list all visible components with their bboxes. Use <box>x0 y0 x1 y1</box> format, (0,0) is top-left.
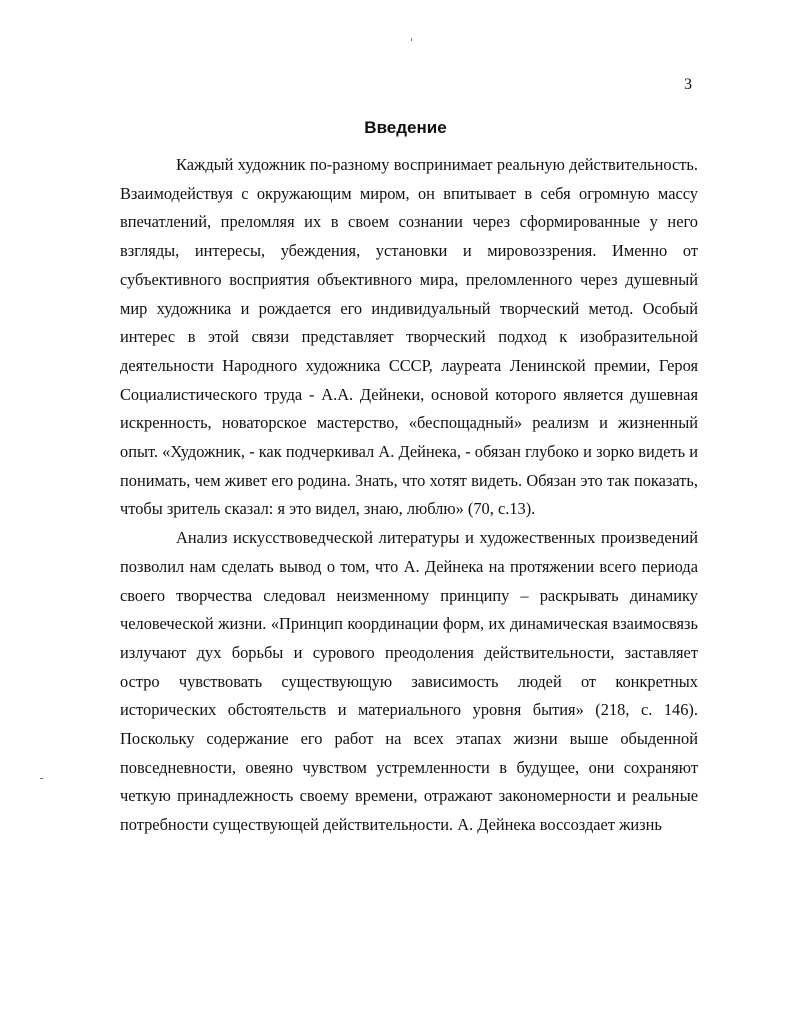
paragraph: Каждый художник по-разному воспринимает реальную действительность. Взаимодействуя с окружающим миром, он впитывает в себя огромную массу впечатлений, преломляя их в своем сознании через сформированные у него взгляды, интересы, убеждения, установки и мировоззрения. Именно от субъективного восприятия объективного мира, преломленного через душевный мир художника и рождается его индивидуальный творческий метод. Особый интерес в этой связи представляет творческий подход к изобразительной деятельности Народного художника СССР, лауреата Ленинской премии, Героя Социалистического труда - А.А. Дейнеки, основой которого является душевная искренность, новаторское мастерство, «беспощадный» реализм и жизненный опыт. «Художник, - как подчеркивал А. Дейнека, - обязан глубоко и зорко видеть и понимать, чем живет его родина. Знать, что хотят видеть. Обязан это так показать, чтобы зритель сказал: я это видел, знаю, люблю» (70, с.13). <box>120 155 698 519</box>
page-title: Введение <box>364 118 447 137</box>
paragraph: Анализ искусствоведческой литературы и художественных произведений позволил нам сделать вывод о том, что А. Дейнека на протяжении всего периода своего творчества следовал неизменному принципу – раскрывать динамику человеческой жизни. «Принцип координации форм, их динамическая взаимосвязь излучают дух борьбы и сурового преодоления действительности, заставляет остро чувствовать существующую зависимость людей от конкретных исторических обстоятельств и материального уровня бытия» (218, с. 146). Поскольку содержание его работ на всех этапах жизни выше обыденной повседневности, овеяно чувством устремленности в будущее, они сохраняют четкую принадлежность своему времени, отражают закономерности и реальные потребности существующей действительности. А. Дейнека воссоздает жизнь <box>120 528 698 835</box>
scan-speck <box>411 38 412 41</box>
body-text <box>120 151 698 840</box>
page-number: 3 <box>684 76 692 93</box>
scan-speck <box>40 778 43 779</box>
